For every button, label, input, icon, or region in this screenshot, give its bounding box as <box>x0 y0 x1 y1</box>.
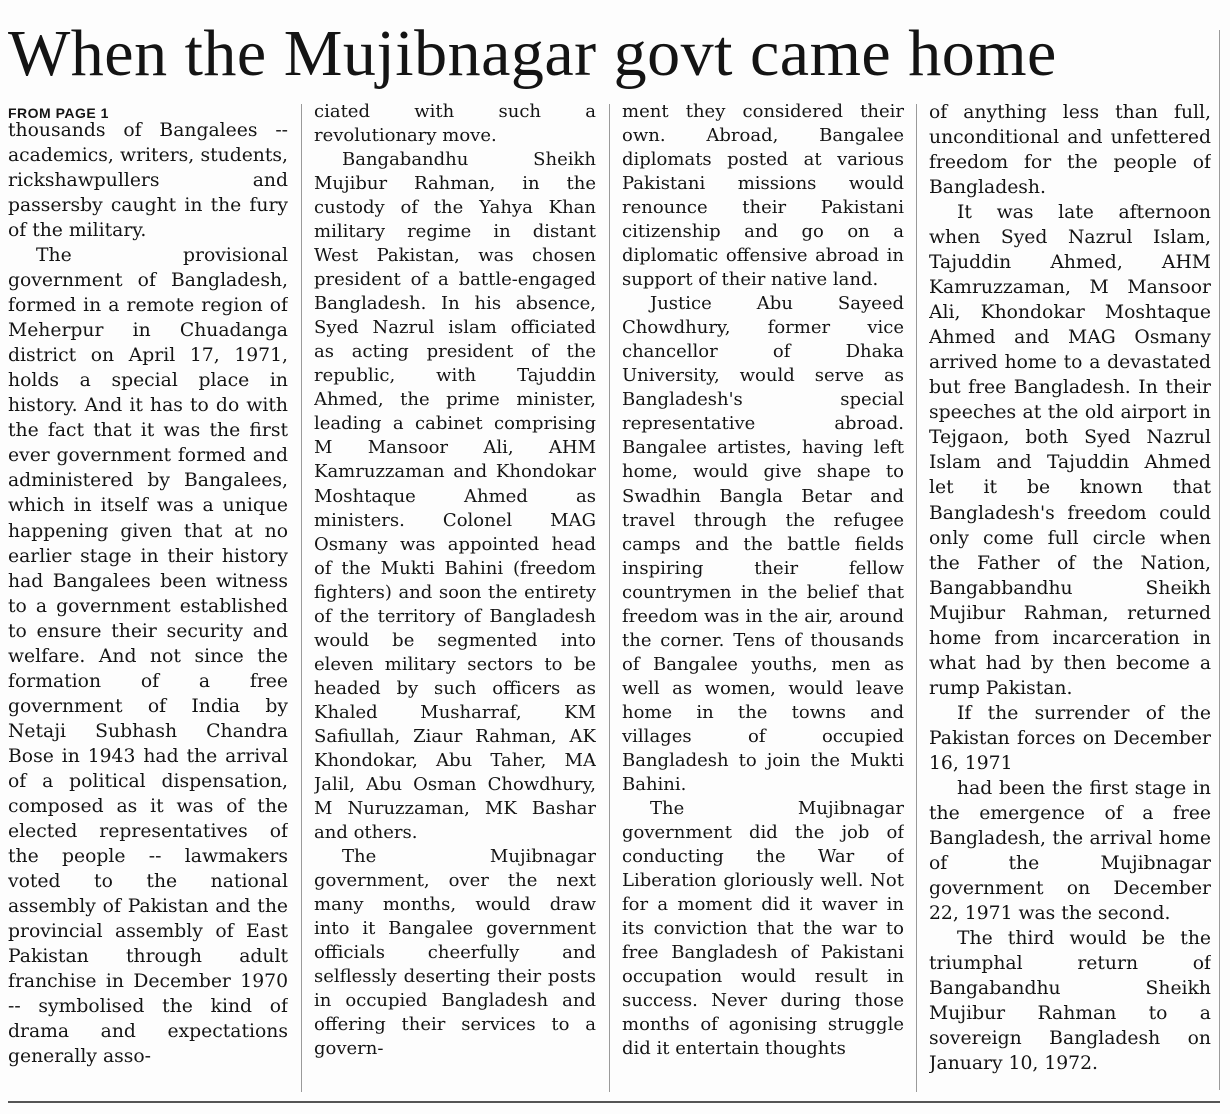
paragraph: thousands of Bangalees -- academics, writers, students, rickshawpullers and passersby caught in the fury of the military. <box>8 120 288 242</box>
article-column-2 <box>314 100 596 1080</box>
paragraph: of anything less than full, unconditional and unfettered freedom for the people of Bangladesh. <box>929 102 1211 199</box>
column-divider <box>609 104 610 1092</box>
paragraph: had been the first stage in the emergence of a free Bangladesh, the arrival home of the Mujibnagar government on December 22, 1971 was the second. <box>929 777 1211 924</box>
paragraph: The third would be the triumphal return of Bangabandhu Sheikh Mujibur Rahman to a sovereign Bangladesh on January 10, 1972. <box>929 928 1211 1075</box>
paragraph: If the surrender of the Pakistan forces on December 16, 1971 <box>929 702 1211 774</box>
paragraph: Bangabandhu Sheikh Mujibur Rahman, in the custody of the Yahya Khan military regime in distant West Pakistan, was chosen president of a battle-engaged Bangladesh. In his absence, Syed Nazrul islam officiated as acting president of the republic, with Tajuddin Ahmed, the prime minister, leading a cabinet comprising M Mansoor Ali, AHM Kamruzzaman and Khondokar Moshtaque Ahmed as ministers. Colonel MAG Osmany was appointed head of the Mukti Bahini (freedom fighters) and soon the entirety of the territory of Bangladesh would be segmented into eleven military sectors to be headed by such officers as Khaled Musharraf, KM Safiullah, Ziaur Rahman, AK Khondokar, Abu Taher, MA Jalil, Abu Osman Chowdhury, M Nuruzzaman, MK Bashar and others. <box>314 149 596 843</box>
column-divider <box>916 104 917 1092</box>
article-column-3 <box>622 100 904 1080</box>
paragraph: ment they considered their own. Abroad, Bangalee diplomats posted at various Pakistani missions would renounce their Pakistani citizenship and go on a diplomatic offensive abroad in support of their native land. <box>622 101 904 291</box>
headline: When the Mujibnagar govt came home <box>8 17 1057 90</box>
continuation-kicker: FROM PAGE 1 <box>8 105 109 121</box>
article-column-1 <box>8 118 288 1098</box>
paragraph: It was late afternoon when Syed Nazrul Islam, Tajuddin Ahmed, AHM Kamruzzaman, M Mansoor Ali, Khondokar Moshtaque Ahmed and MAG Osmany arrived home to a devastated but free Bangladesh. In their speeches at the old airport in Tejgaon, both Syed Nazrul Islam and Tajuddin Ahmed let it be known that Bangladesh's freedom could only come full circle when the Father of the Nation, Bangabbandhu Sheikh Mujibur Rahman, returned home from incarceration in what had by then become a rump Pakistan. <box>929 202 1211 699</box>
column-divider <box>301 104 302 1092</box>
paragraph: Justice Abu Sayeed Chowdhury, former vice chancellor of Dhaka University, would serve as Bangladesh's special representative abroad. Bangalee artistes, having left home, would give shape to Swadhin Bangla Betar and travel through the refugee camps and the battle fields inspiring their fellow countrymen in the belief that freedom was in the air, around the corner. Tens of thousands of Bangalee youths, men as well as women, would leave home in the towns and villages of occupied Bangladesh to join the Mukti Bahini. <box>622 293 904 795</box>
paragraph: The Mujibnagar government, over the next many months, would draw into it Bangalee government officials cheerfully and selflessly deserting their posts in occupied Bangladesh and offering their services to a govern- <box>314 845 596 1060</box>
paragraph: The provisional government of Bangladesh, formed in a remote region of Meherpur in Chuadanga district on April 17, 1971, holds a special place in history. And it has to do with the fact that it was the first ever government formed and administered by Bangalees, which in itself was a unique happening given that at no earlier stage in their history had Bangalees been witness to a government established to ensure their security and welfare. And not since the formation of a free government of India by Netaji Subhash Chandra Bose in 1943 had the arrival of a political dispensation, composed as it was of the elected representatives of the people -- lawmakers voted to the national assembly of Pakistan and the provincial assembly of East Pakistan through adult franchise in December 1970 -- symbolised the kind of drama and expectations generally asso- <box>8 245 288 1068</box>
page-edge-rule <box>1219 30 1220 1090</box>
paragraph: The Mujibnagar government did the job of conducting the War of Liberation gloriously well. Not for a moment did it waver in its conviction that the war to free Bangladesh of Pakistani occupation would result in success. Never during those months of agonising struggle did it entertain thoughts <box>622 797 904 1060</box>
bottom-rule <box>8 1101 1220 1103</box>
paragraph: ciated with such a revolutionary move. <box>314 101 596 147</box>
article-column-4 <box>929 100 1211 1080</box>
